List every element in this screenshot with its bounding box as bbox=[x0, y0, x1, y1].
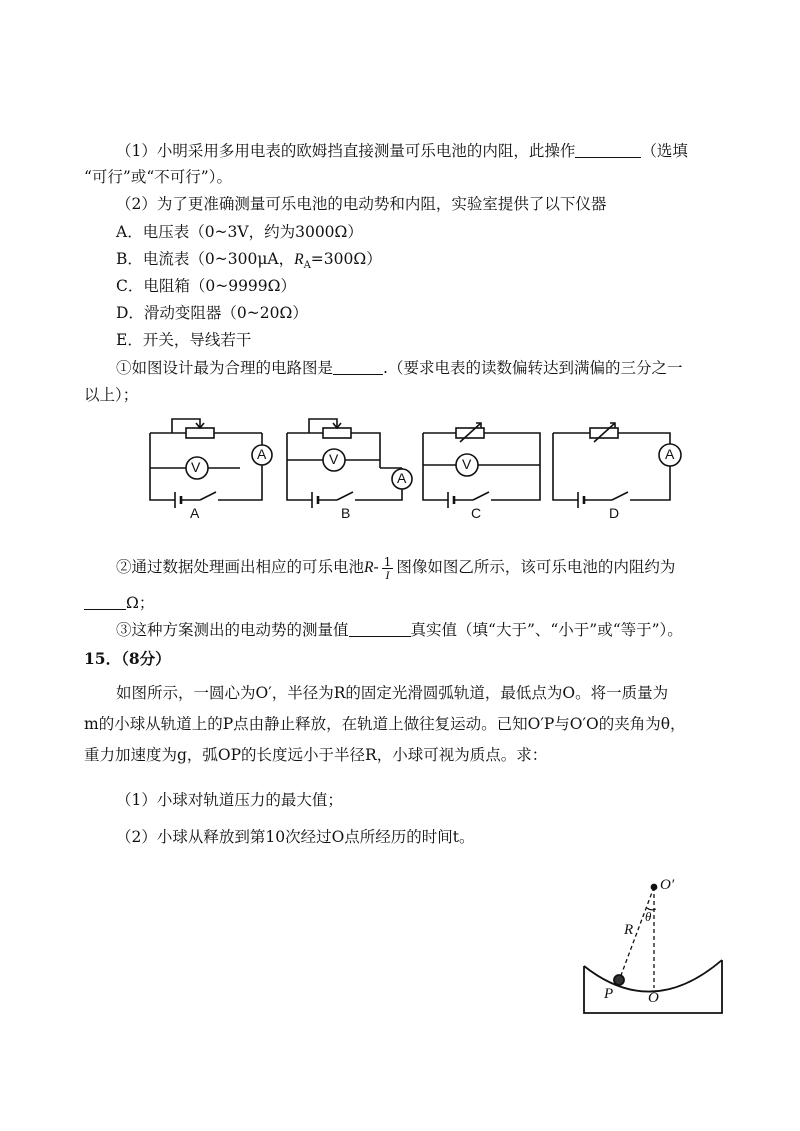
q15-para-line1: 如图所示，一圆心为O′，半径为R的固定光滑圆弧轨道，最低点为O。将一质量为 bbox=[116, 684, 669, 702]
q14-sub2-unit: Ω； bbox=[126, 594, 155, 612]
q15-question-1: （1）小球对轨道压力的最大值； bbox=[116, 791, 343, 809]
q14-part1-text-a: （1）小明采用多用电表的欧姆挡直接测量可乐电池的内阻，此操作 bbox=[116, 142, 576, 160]
q14-sub1-line1 bbox=[116, 357, 740, 379]
figure-angle-label: θ bbox=[645, 909, 652, 924]
fraction-numerator: 1 bbox=[383, 554, 392, 569]
fraction-denominator: I bbox=[385, 567, 390, 582]
circuit-a-ammeter: A bbox=[257, 446, 267, 462]
circuit-d bbox=[553, 423, 681, 508]
q15-header: 15．（8分） bbox=[84, 649, 171, 668]
q14-sub2-text-a: ②通过数据处理画出相应的可乐电池 bbox=[116, 558, 365, 576]
circuit-b bbox=[287, 419, 412, 508]
q14-part2: （2）为了更准确测量可乐电池的电动势和内阻，实验室提供了以下仪器 bbox=[116, 195, 607, 213]
circuit-d-ammeter: A bbox=[665, 446, 675, 462]
q14-part1-line2 bbox=[84, 166, 740, 188]
q14-part1-line1 bbox=[116, 140, 740, 162]
answer-blank-resistance[interactable] bbox=[84, 593, 126, 610]
option-d: D．滑动变阻器（0~20Ω） bbox=[116, 304, 308, 322]
q14-sub1-line2: 以上）； bbox=[84, 386, 139, 404]
answer-blank-emf[interactable] bbox=[349, 620, 411, 637]
circuit-label-b: B bbox=[341, 505, 351, 521]
circuit-label-d: D bbox=[609, 505, 620, 521]
figure-radius-label: R bbox=[624, 922, 634, 938]
option-b-post: =300Ω） bbox=[310, 250, 382, 268]
answer-blank-circuit[interactable] bbox=[333, 358, 383, 375]
q14-part1-text-b: （选填 bbox=[641, 142, 688, 160]
fraction-1-over-i bbox=[382, 556, 394, 581]
option-c: C．电阻箱（0~9999Ω） bbox=[116, 277, 297, 295]
q14-sub2-var-r: R bbox=[364, 559, 374, 576]
q14-sub2-line2 bbox=[84, 592, 740, 614]
q14-sub1-text-b: .（要求电表的读数偏转达到满偏的三分之一 bbox=[383, 359, 683, 377]
q15-para-line2: m的小球从轨道上的P点由静止释放，在轨道上做往复运动。已知O′P与O′O的夹角为θ， bbox=[84, 715, 686, 733]
q14-sub2-dash: - bbox=[373, 558, 379, 576]
q14-sub3-text-a: ③这种方案测出的电动势的测量值 bbox=[116, 621, 349, 639]
q14-sub3 bbox=[116, 619, 740, 641]
q14-sub2-line1 bbox=[116, 551, 740, 583]
figure-center-label: O′ bbox=[660, 877, 675, 893]
circuit-b-voltmeter: V bbox=[329, 451, 339, 467]
figure-lowest-point-label: O bbox=[648, 990, 659, 1006]
option-a: A．电压表（0~3V，约为3000Ω） bbox=[116, 223, 363, 241]
option-b bbox=[116, 248, 740, 277]
option-e: E．开关，导线若干 bbox=[116, 331, 252, 349]
circuit-c bbox=[423, 423, 540, 508]
arc-track-figure bbox=[0, 870, 800, 1020]
answer-blank-feasibility[interactable] bbox=[575, 141, 641, 158]
circuit-c-voltmeter: V bbox=[462, 456, 472, 472]
circuit-label-a: A bbox=[190, 505, 200, 521]
option-b-sub: A bbox=[303, 260, 311, 272]
circuit-a bbox=[150, 419, 272, 508]
circuit-label-c: C bbox=[471, 505, 482, 521]
q14-sub1-text-a: ①如图设计最为合理的电路图是 bbox=[116, 359, 334, 377]
q14-sub3-text-b: 真实值（填“大于”、“小于”或“等于”）。 bbox=[410, 621, 683, 639]
q14-part1-text-c: “可行”或“不可行”）。 bbox=[84, 168, 232, 186]
q15-para-line3: 重力加速度为g，弧OP的长度远小于半径R，小球可视为质点。求： bbox=[84, 746, 548, 764]
figure-ball-label: P bbox=[604, 986, 614, 1002]
q15-question-2: （2）小球从释放到第10次经过O点所经历的时间t。 bbox=[116, 828, 475, 846]
option-b-text: B．电流表（0~300μA， bbox=[116, 250, 295, 268]
option-b-var: R bbox=[294, 251, 304, 268]
circuit-b-ammeter: A bbox=[397, 470, 407, 486]
circuit-a-voltmeter: V bbox=[191, 459, 201, 475]
q14-sub2-text-b: 图像如图乙所示，该可乐电池的内阻约为 bbox=[396, 558, 676, 576]
